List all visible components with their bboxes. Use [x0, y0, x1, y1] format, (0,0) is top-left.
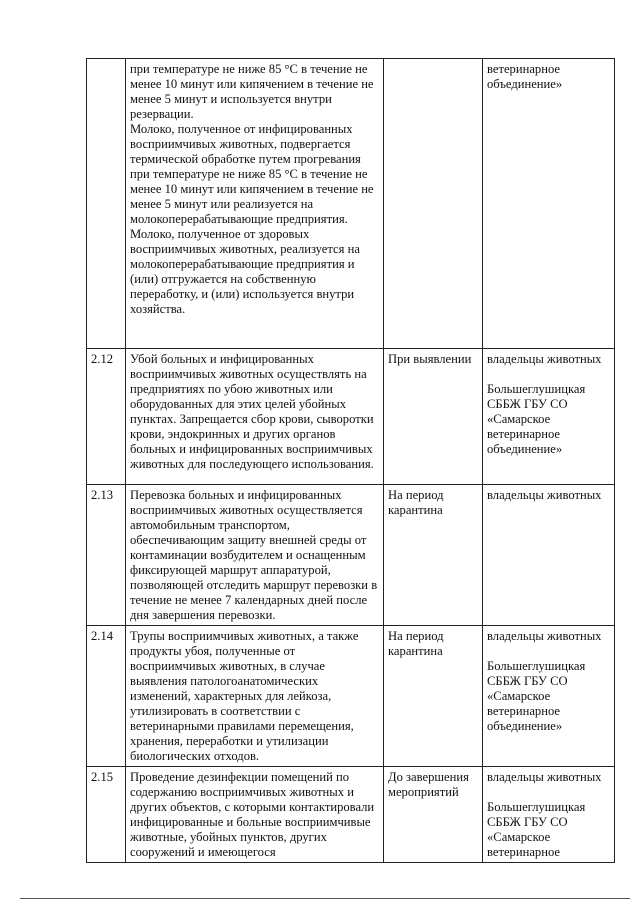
- measure-term: До завершения мероприятий: [384, 767, 483, 863]
- responsible-party: владельцы животных: [483, 485, 615, 626]
- responsible-party: владельцы животных Большеглушицкая СББЖ ГБУ СО «Самарское ветеринарное: [483, 767, 615, 863]
- responsible-party: ветеринарное объединение»: [483, 59, 615, 349]
- measure-text: Убой больных и инфицированных восприимчивых животных осуществлять на предприятиях по убою животных или оборудованных для этих целей убойных пунктах. Запрещается сбор крови, сыворотки крови, эндокринных и других органов больных и инфицированных восприимчивых животных для последующего использования.: [126, 349, 384, 485]
- measure-term: [384, 59, 483, 349]
- row-number: 2.14: [87, 626, 126, 767]
- table-row: [87, 767, 615, 863]
- table-row: [87, 485, 615, 626]
- table-row: [87, 626, 615, 767]
- row-number: 2.15: [87, 767, 126, 863]
- measure-text: Трупы восприимчивых животных, а также продукты убоя, полученные от восприимчивых животных, в случае выявления патологоанатомических изменений, характерных для лейкоза, утилизировать в соответствии с ветеринарными правилами перемещения, хранения, переработки и утилизации биологических отходов.: [126, 626, 384, 767]
- measure-text: при температуре не ниже 85 °С в течение не менее 10 минут или кипячением в течение не менее 5 минут и используется внутри резервации. Молоко, полученное от инфицированных восприимчивых животных, подвергается термической обработке путем прогревания при температуре не ниже 85 °С в течение не менее 10 минут или кипячением в течение не менее 5 минут или реализуется на молокоперерабатывающие предприятия. Молоко, полученное от здоровых восприимчивых животных, реализуется на молокоперерабатывающие предприятия и (или) отгружается на собственную переработку, и (или) используется внутри хозяйства.: [126, 59, 384, 349]
- row-number: 2.13: [87, 485, 126, 626]
- row-number: [87, 59, 126, 349]
- row-number: 2.12: [87, 349, 126, 485]
- table-row: [87, 59, 615, 349]
- measure-text: Проведение дезинфекции помещений по содержанию восприимчивых животных и других объектов, с которыми контактировали инфицированные и больные восприимчивые животные, убойных пунктов, других сооружений и имеющегося: [126, 767, 384, 863]
- page-bottom-rule: [20, 898, 630, 899]
- measure-term: На период карантина: [384, 626, 483, 767]
- measure-text: Перевозка больных и инфицированных восприимчивых животных осуществляется автомобильным транспортом, обеспечивающим защиту внешней среды от контаминации возбудителем и оснащенным фиксирующей маршрут аппаратурой, позволяющей отследить маршрут перевозки в течение не менее 7 календарных дней после дня завершения перевозки.: [126, 485, 384, 626]
- measures-table: [86, 58, 615, 863]
- measure-term: На период карантина: [384, 485, 483, 626]
- responsible-party: владельцы животных Большеглушицкая СББЖ ГБУ СО «Самарское ветеринарное объединение»: [483, 349, 615, 485]
- measure-term: При выявлении: [384, 349, 483, 485]
- responsible-party: владельцы животных Большеглушицкая СББЖ ГБУ СО «Самарское ветеринарное объединение»: [483, 626, 615, 767]
- table-row: [87, 349, 615, 485]
